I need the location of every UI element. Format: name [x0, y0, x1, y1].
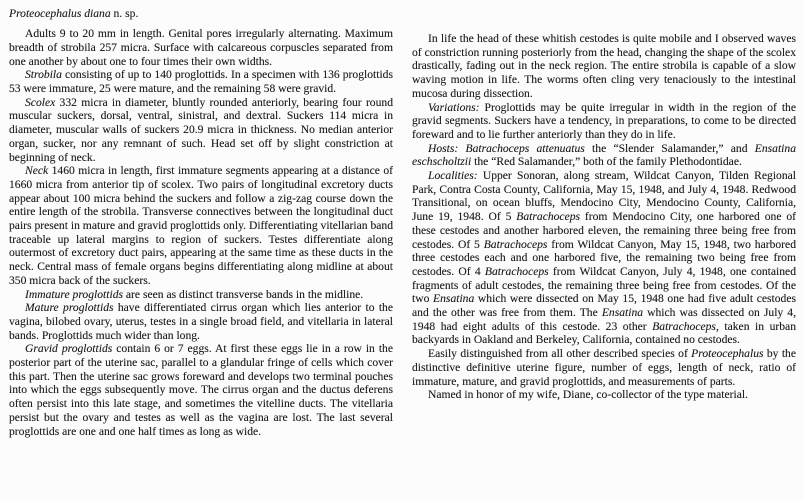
paragraph — [412, 32, 796, 101]
paragraph — [412, 101, 796, 142]
paragraph — [412, 142, 796, 169]
italic-term: Proteocephalus — [691, 347, 764, 361]
paragraph — [412, 169, 796, 347]
text-segment: from Mendocino City, one harbored one of these cestodes and another harbored eleven, the remaining three being free from cestodes. Of 5 — [412, 210, 796, 251]
text-segment: which was dissected on July 4, 1948 had eight adults of this cestode. 23 other — [412, 306, 797, 333]
italic-term: Neck — [25, 164, 49, 178]
italic-term: Gravid proglottids — [25, 342, 113, 356]
text-segment: from Wildcat Canyon, May 15, 1948, two harbored three cestodes each and one harbored five, the remaining two being free from cestodes. Of 4 — [412, 237, 796, 278]
text-segment: are seen as distinct transverse bands in the midline. — [123, 287, 364, 301]
text-segment: consisting of up to 140 proglottids. In a specimen with 136 proglottids 53 were immature, 25 were mature, and the remaining 58 were gravid. — [9, 68, 393, 96]
text-segment: Upper Sonoran, along stream, Wildcat Canyon, Tilden Regional Park, Contra Costa County, California, May 15, 1948, and July 4, 1948. Redwood Transitional, on ocean bluffs, Mendocino City, Mendocino County, California, June 19, 1948. Of 5 — [412, 169, 796, 224]
italic-term: Scolex — [25, 95, 56, 109]
text-segment: which were dissected on May 15, 1948 one had five adult cestodes and the other was free from them. The — [412, 292, 796, 320]
paragraph — [9, 301, 393, 342]
text-segment: have differentiated cirrus organ which lies anterior to the vagina, bilobed ovary, uterus, testes in a single broad field, and vitellaria in lateral bands. Proglottids much wider than long. — [9, 301, 394, 342]
species-title-binomial: Proteocephalus diana — [9, 7, 111, 20]
paragraph — [9, 164, 393, 287]
italic-term: Batrachoceps — [483, 237, 548, 251]
italic-term: Batrachoceps — [652, 319, 716, 333]
italic-term: Ensatina — [601, 306, 644, 320]
paragraph — [9, 96, 393, 165]
italic-term: Ensatina eschscholtzii — [412, 141, 796, 169]
paragraph — [9, 68, 393, 95]
text-segment: Proglottids may be quite irregular in width in the region of the gravid segments. Suckers have a tendency, in preparations, to come to be directed foreward and to lie further anteriorly than they do in life. — [412, 100, 796, 141]
text-segment: the “Red Salamander,” both of the family Plethodontidae. — [471, 155, 742, 169]
text-segment: 332 micra in diameter, bluntly rounded anteriorly, bearing four round muscular suckers, dorsal, ventral, sinistral, and dextral. Suckers 114 micra in diameter, muscular walls of suckers 20.9 micra in thickness. No median anterior organ, sucker, nor any remnant of such. Head set off by slight constriction at beginning of neck. — [9, 95, 393, 164]
right-column — [412, 7, 796, 438]
italic-term: Hosts: Batrachoceps attenuatus — [428, 141, 585, 155]
paragraph — [9, 342, 393, 438]
left-column — [9, 7, 393, 438]
paragraph — [412, 388, 796, 402]
paragraph — [412, 347, 796, 388]
italic-term: Strobila — [25, 68, 62, 82]
text-segment: Adults 9 to 20 mm in length. Genital pores irregularly alternating. Maximum breadth of strobila 257 micra. Surface with calcareous corpuscles separated from one another by about one to four times their own widths. — [9, 27, 393, 68]
italic-term: Mature proglottids — [25, 301, 114, 315]
text-segment: by the distinctive definitive uterine figure, number of eggs, length of neck, ratio of immature, mature, and gravid proglottids, and measurements of parts. — [412, 347, 796, 388]
italic-term: Variations: — [428, 100, 480, 114]
paragraph — [9, 288, 393, 302]
species-title-suffix: n. sp. — [110, 7, 139, 20]
text-segment: , taken in urban backyards in Oakland and Berkeley, California, contained no cestodes. — [412, 319, 796, 347]
text-segment: Easily distinguished from all other described species of — [428, 347, 692, 361]
text-segment: contain 6 or 7 eggs. At first these eggs lie in a row in the posterior part of the uterine sac, parallel to a glandular fringe of cells which cover this part. Then the uterine sac grows foreward and develops two terminal pouches into which the eggs subsequently move. The cirrus organ and the ductus deferens often persist into this late stage, and sometimes the vitelline ducts. The vitellaria persist but the ovary and testes as well as the vagina are lost. The last several proglottids are one and one half times as long as wide. — [9, 342, 393, 438]
text-segment: Named in honor of my wife, Diane, co-collector of the type material. — [428, 388, 748, 402]
italic-term: Batrachoceps — [484, 264, 549, 278]
text-segment: from Wildcat Canyon, July 4, 1948, one contained fragments of adult cestodes, the remaining three being free from cestodes. Of the two — [412, 264, 797, 306]
italic-term: Batrachoceps — [516, 210, 581, 224]
paragraph — [9, 27, 393, 68]
species-title — [9, 7, 393, 21]
italic-term: Localities: — [428, 169, 478, 183]
text-segment: In life the head of these whitish cestodes is quite mobile and I observed waves of constriction running posteriorly from the head, changing the shape of the scolex drastically, fading out in the neck region. The entire strobila is capable of a slow waving motion in life. The worms often cling very tenaciously to the intestinal mucosa during dissection. — [412, 32, 796, 100]
italic-term: Ensatina — [433, 292, 475, 306]
text-segment: 1460 micra in length, first immature segments appearing at a distance of 1660 micra from anterior tip of scolex. Two pairs of longitudinal excretory ducts appear about 100 micra behind the suckers and follow a zig-zag course down the entire length of the strobila. Transverse connectives between the longitudinal duct pairs present in mature and gravid proglottids only. Differentiating vitellarian band traceable up lateral margins to region of suckers. Testes differentiate along outermost of excretory duct pairs, appearing at the same time as these ducts in the neck. Central mass of female organs begins differentiating along midline at about 350 micra back of the suckers. — [9, 164, 393, 287]
text-segment: the “Slender Salamander,” and — [584, 141, 755, 155]
italic-term: Immature proglottids — [25, 287, 124, 301]
